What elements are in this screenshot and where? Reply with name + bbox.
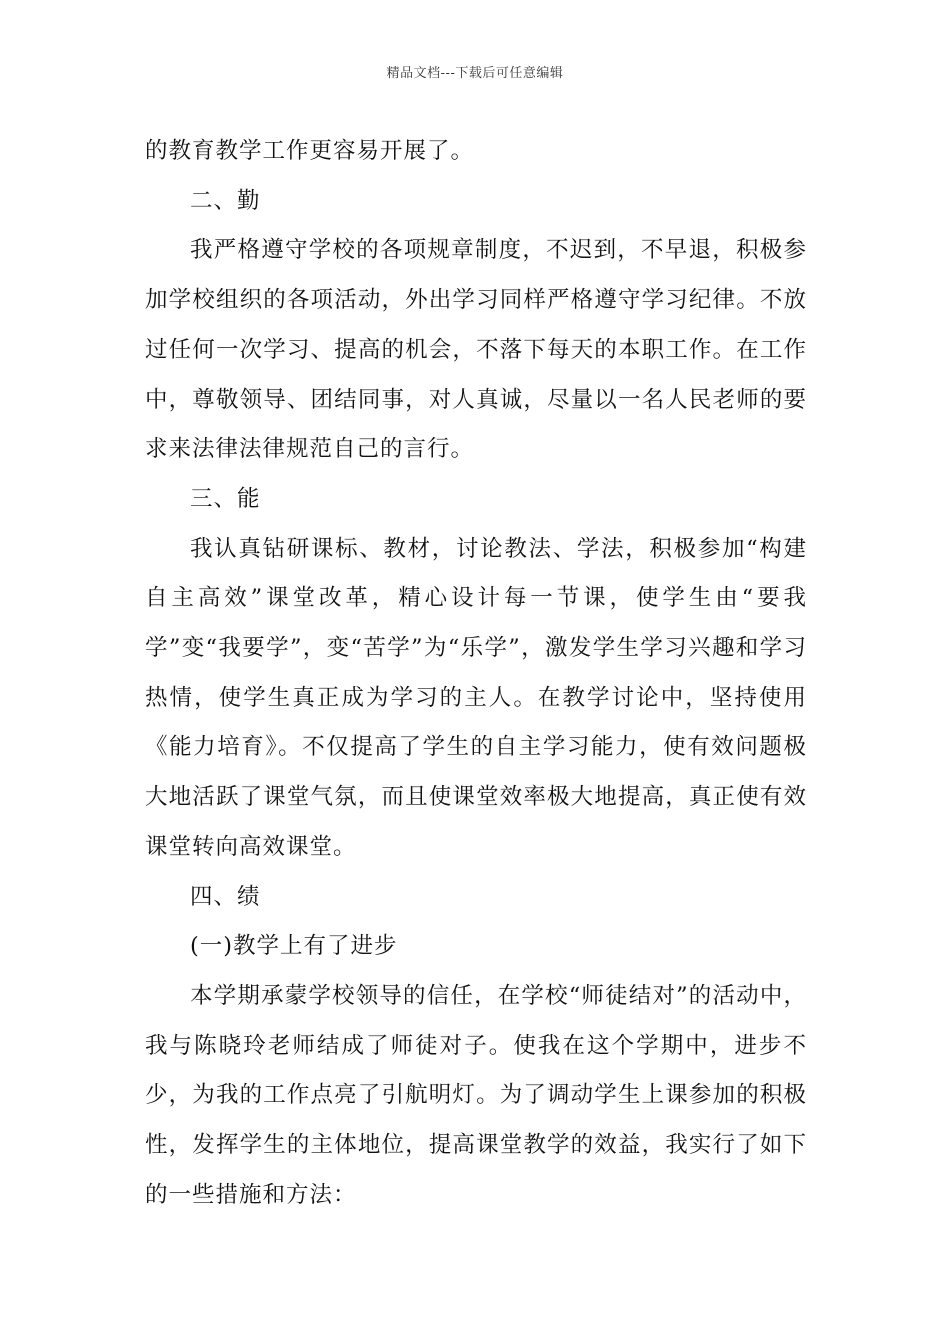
paragraph-teaching-progress: 本学期承蒙学校领导的信任，在学校“师徒结对”的活动中，我与陈晓玲老师结成了师徒对子。使我在这个学期中，进步不少，为我的工作点亮了引航明灯。为了调动学生上课参加的积极性，发挥学生的主体地位，提高课堂教学的效益，我实行了如下的一些措施和方法： (145, 982, 807, 1208)
subsection-heading-teaching-progress: (一)教学上有了进步 (190, 933, 398, 960)
section-heading-ability: 三、能 (190, 485, 261, 512)
section-heading-diligence: 二、勤 (190, 187, 261, 214)
section-heading-achievement: 四、绩 (190, 883, 261, 910)
paragraph-diligence: 我严格遵守学校的各项规章制度，不迟到，不早退，积极参加学校组织的各项活动，外出学习同样严格遵守学习纪律。不放过任何一次学习、提高的机会，不落下每天的本职工作。在工作中，尊敬领导、团结同事，对人真诚，尽量以一名人民老师的要求来法律法律规范自己的言行。 (145, 237, 807, 463)
page-header: 精品文档---下载后可任意编辑 (386, 66, 564, 81)
document-body (145, 127, 807, 1220)
paragraph-ability: 我认真钻研课标、教材，讨论教法、学法，积极参加“构建自主高效”课堂改革，精心设计每一节课，使学生由“要我学”变“我要学”，变“苦学”为“乐学”，激发学生学习兴趣和学习热情，使学生真正成为学习的主人。在教学讨论中，坚持使用《能力培育》。不仅提高了学生的自主学习能力，使有效问题极大地活跃了课堂气氛，而且使课堂效率极大地提高，真正使有效课堂转向高效课堂。 (145, 535, 807, 860)
paragraph-continuation: 的教育教学工作更容易开展了。 (145, 138, 475, 164)
